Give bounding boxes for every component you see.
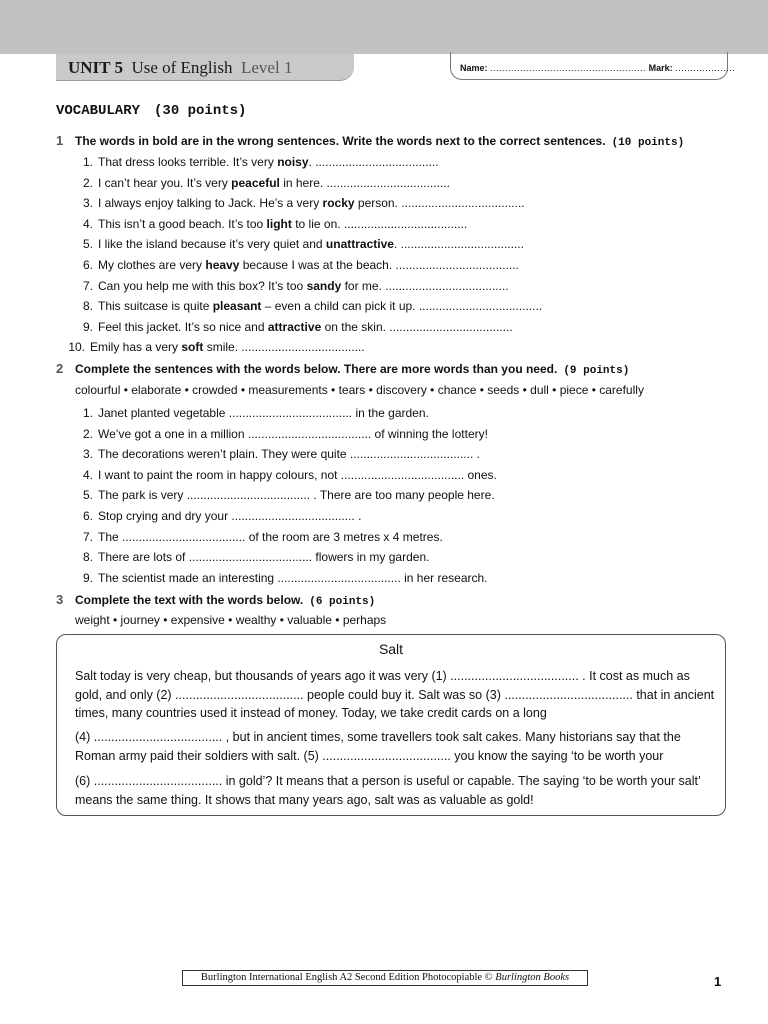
exercise-number: 3 <box>56 592 64 607</box>
item-bold-word: pleasant <box>212 299 262 314</box>
item-text[interactable]: We’ve got a one in a million ..................................... of winning the lottery! <box>98 426 488 441</box>
item-bold-word: sandy <box>306 278 342 293</box>
item-number: 5. <box>82 237 93 252</box>
item-bold-word: rocky <box>322 196 355 211</box>
item-text: This suitcase is quite <box>98 299 213 314</box>
item-text[interactable]: The ..................................... of the room are 3 metres x 4 metres. <box>98 529 443 544</box>
top-band <box>0 0 768 54</box>
item-text: I like the island because it’s very quiet and <box>98 237 326 252</box>
item-number: 3. <box>82 447 93 462</box>
item-number: 1. <box>82 155 93 169</box>
exercise-item[interactable] <box>75 550 429 564</box>
exercise-item[interactable] <box>75 488 495 502</box>
item-text: I always enjoy talking to Jack. He’s a very <box>98 196 323 211</box>
item-number: 6. <box>82 509 93 523</box>
item-text[interactable]: The decorations weren’t plain. They were quite ..................................... . <box>98 447 480 462</box>
exercise-item[interactable] <box>75 427 488 441</box>
item-number: 3. <box>82 196 93 211</box>
item-text: Emily has a very <box>90 340 182 355</box>
item-number: 7. <box>82 529 93 544</box>
item-answer-line[interactable]: person. ..................................... <box>354 196 525 211</box>
word-bank: weight • journey • expensive • wealthy • valuable • perhaps <box>75 613 387 627</box>
exercise-item <box>75 155 439 169</box>
section-points: (30 points) <box>154 103 247 119</box>
item-answer-line[interactable]: for me. ..................................... <box>341 278 509 293</box>
item-text: That dress looks terrible. It’s very <box>98 155 278 169</box>
item-text[interactable]: The scientist made an interesting ..................................... in her research. <box>98 570 488 585</box>
unit-header-tab <box>56 54 354 81</box>
reading-text-box <box>56 634 726 816</box>
item-number: 2. <box>82 175 93 190</box>
item-answer-line[interactable]: in here. ..................................... <box>279 175 450 190</box>
exercise-instruction: The words in bold are in the wrong sentences. Write the words next to the correct sentences. (10 points) <box>75 134 685 149</box>
item-text: My clothes are very <box>98 258 206 272</box>
exercise-instruction: Complete the text with the words below. (6 points) <box>75 593 376 608</box>
exercise-number: 2 <box>56 361 64 376</box>
name-mark-box <box>450 52 736 80</box>
item-number: 9. <box>82 319 93 334</box>
item-text[interactable]: Stop crying and dry your ..................................... . <box>98 509 362 523</box>
page-number: 1 <box>714 974 722 989</box>
item-text[interactable]: I want to paint the room in happy colours, not ..................................... ones. <box>98 467 497 482</box>
reading-title: Salt <box>378 641 404 657</box>
exercise-item <box>75 320 513 334</box>
item-bold-word: attractive <box>267 319 322 334</box>
reading-paragraph: (6) ..................................... in gold’? It means that a person is useful or capable. The saying ‘to be worth your salt’ means the same thing. It shows that many years ago, salt was as valuable as gold! <box>75 774 701 807</box>
item-text: Feel this jacket. It’s so nice and <box>98 319 268 334</box>
exercise-item <box>75 279 509 293</box>
item-answer-line[interactable]: to lie on. ..................................... <box>291 216 468 231</box>
item-number: 8. <box>82 550 93 565</box>
exercise-item[interactable] <box>75 509 361 523</box>
item-bold-word: peaceful <box>231 175 280 190</box>
item-number: 1. <box>82 406 93 420</box>
name-field[interactable]: .................................................... <box>490 63 647 73</box>
item-text[interactable]: Janet planted vegetable ..................................... in the garden. <box>98 406 429 420</box>
item-bold-word: unattractive <box>325 237 394 252</box>
item-number: 8. <box>82 299 93 314</box>
section-title: VOCABULARY (30 points) <box>56 103 247 119</box>
item-number: 10. <box>68 340 85 355</box>
exercise-item <box>75 237 524 251</box>
mark-field[interactable]: .................... <box>675 63 736 73</box>
exercise-instruction: Complete the sentences with the words below. There are more words than you need. (9 points) <box>75 362 630 377</box>
item-answer-line[interactable]: . ..................................... <box>308 155 439 169</box>
item-answer-line[interactable]: on the skin. ..................................... <box>321 319 513 334</box>
item-number: 4. <box>82 216 93 231</box>
exercise-item <box>75 196 525 210</box>
item-answer-line[interactable]: – even a child can pick it up. ..................................... <box>261 299 543 314</box>
item-answer-line[interactable]: smile. ..................................... <box>203 340 365 355</box>
exercise-item <box>75 176 450 190</box>
item-number: 6. <box>82 258 93 272</box>
item-number: 4. <box>82 467 93 482</box>
name-label: Name: <box>460 63 488 73</box>
mark-label: Mark: <box>648 63 673 73</box>
exercise-number: 1 <box>56 133 64 148</box>
exercise-item[interactable] <box>75 571 488 585</box>
exercise-item <box>75 217 467 231</box>
item-bold-word: light <box>266 216 292 231</box>
item-text[interactable]: There are lots of ..................................... flowers in my garden. <box>98 550 430 565</box>
item-answer-line[interactable]: because I was at the beach. ..................................... <box>239 258 519 272</box>
reading-paragraph: (4) ..................................... , but in ancient times, some travellers took salt cakes. Many historians say that the Roman army paid their soldiers with salt. (5) ..................................... you know the saying ‘to be worth your <box>75 730 681 763</box>
item-number: 2. <box>82 426 93 441</box>
exercise-item[interactable] <box>75 406 429 420</box>
exercise-item[interactable] <box>75 530 443 544</box>
item-answer-line[interactable]: . ..................................... <box>393 237 524 252</box>
name-mark-fields <box>460 63 735 73</box>
item-number: 9. <box>82 570 93 585</box>
exercise-item <box>75 258 519 272</box>
item-number: 7. <box>82 278 93 293</box>
reading-paragraph: Salt today is very cheap, but thousands of years ago it was very (1) ..................................... . It cost as much as gold, and only (2) ..................................... people could buy it. Salt was so (3) ..................................... that in ancient times, many countries used it instead of money. Today, we take credit cards on a long <box>75 669 715 720</box>
item-bold-word: soft <box>181 340 204 355</box>
exercise-item[interactable] <box>75 447 480 461</box>
word-bank: colourful • elaborate • crowded • measurements • tears • discovery • chance • seeds • dull • piece • carefully <box>75 383 644 397</box>
exercise-item <box>75 299 542 313</box>
item-text: Can you help me with this box? It’s too <box>98 278 307 293</box>
footer-copyright: Burlington International English A2 Second Edition Photocopiable © Burlington Books <box>182 970 588 986</box>
item-text[interactable]: The park is very ..................................... . There are too many people here. <box>98 488 495 503</box>
exercise-item <box>68 340 365 355</box>
item-bold-word: heavy <box>205 258 240 272</box>
item-bold-word: noisy <box>277 155 309 169</box>
item-text: This isn’t a good beach. It’s too <box>98 216 267 231</box>
item-text: I can’t hear you. It’s very <box>98 175 232 190</box>
exercise-item[interactable] <box>75 468 497 482</box>
item-number: 5. <box>82 488 93 503</box>
unit-title: UNIT 5 Use of English Level 1 <box>68 58 293 77</box>
